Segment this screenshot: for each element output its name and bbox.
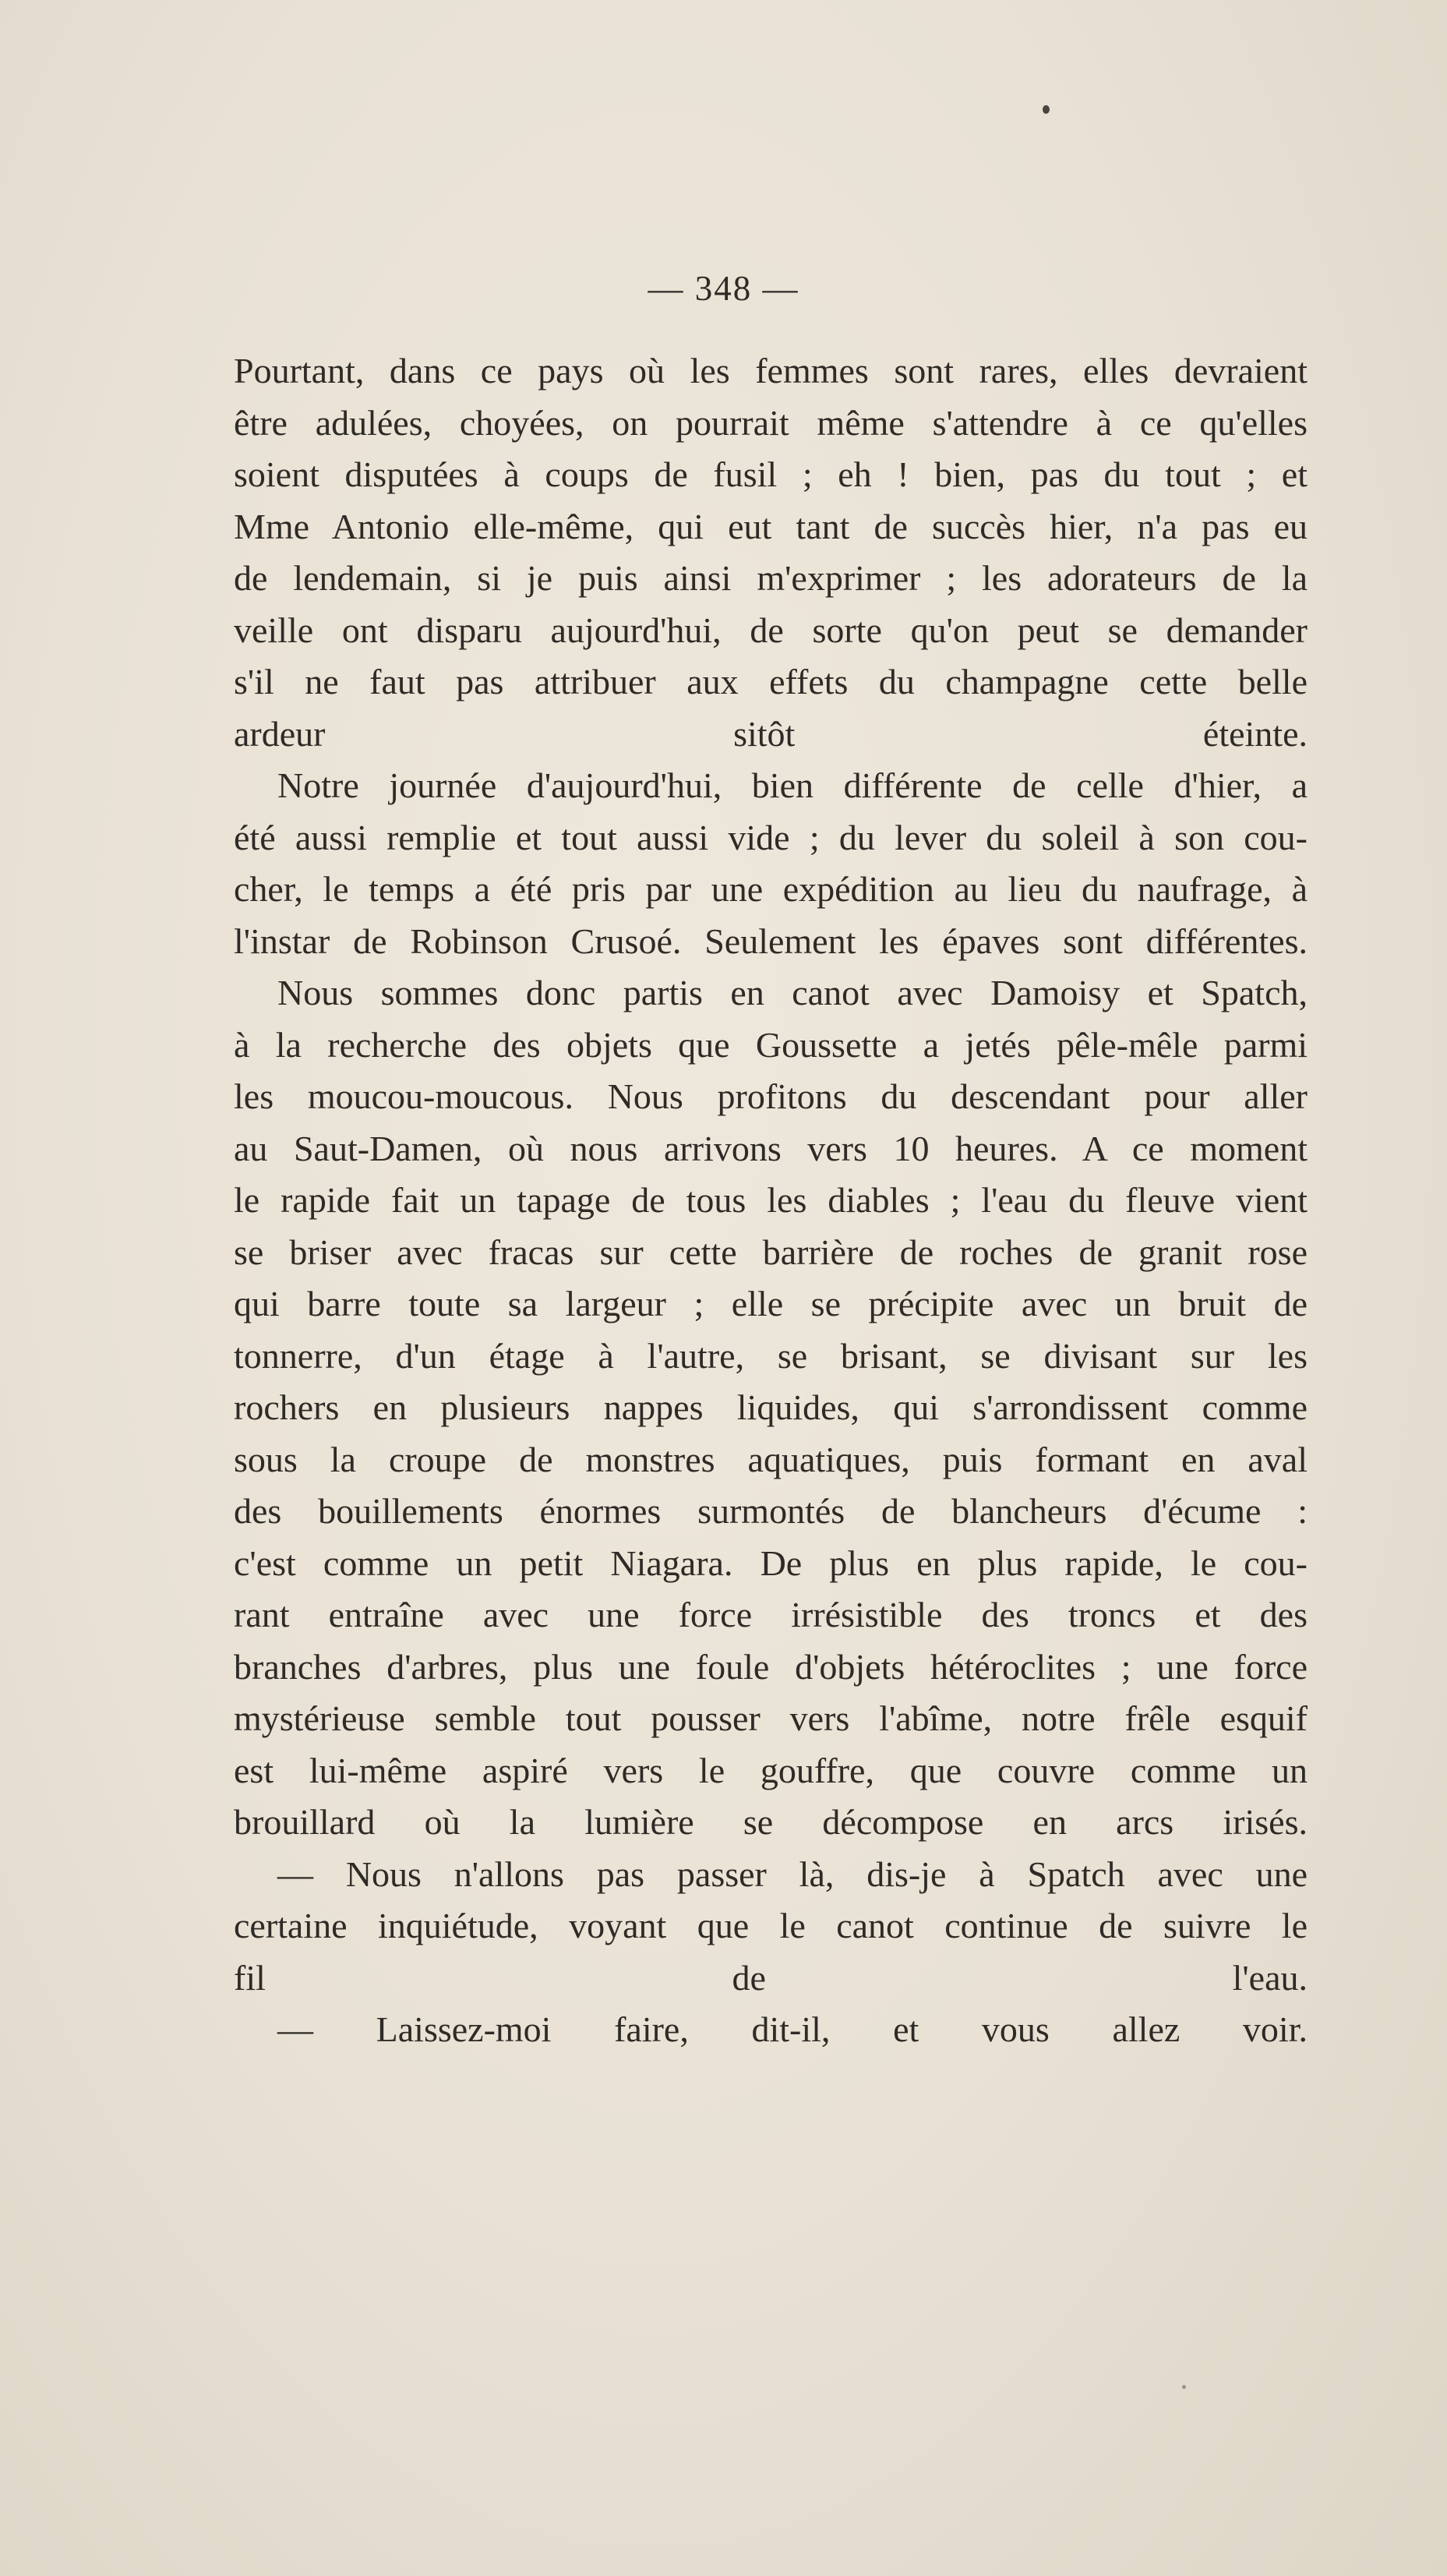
text-line: certaine inquiétude, voyant que le canot continue de suivre le <box>234 1906 1308 1945</box>
text-line: cher, le temps a été pris par une expédition au lieu du naufrage, à <box>234 869 1308 909</box>
text-line: soient disputées à coups de fusil ; eh ! bien, pas du tout ; et <box>234 454 1308 494</box>
text-line: au Saut-Damen, où nous arrivons vers 10 heures. A ce moment <box>234 1128 1308 1168</box>
text-line: fil de l'eau. <box>234 1957 1308 1998</box>
text-line: Mme Antonio elle-même, qui eut tant de succès hier, n'a pas eu <box>234 506 1308 546</box>
text-line: Nous sommes donc partis en canot avec Damoisy et Spatch, <box>277 973 1308 1012</box>
text-line: tonnerre, d'un étage à l'autre, se brisant, se divisant sur les <box>234 1335 1308 1376</box>
text-line: — Nous n'allons pas passer là, dis-je à Spatch avec une <box>277 1853 1308 1894</box>
paragraph <box>234 760 1308 967</box>
text-line: l'instar de Robinson Crusoé. Seulement les épaves sont différentes. <box>234 921 1308 961</box>
text-line: brouillard où la lumière se décompose en arcs irisés. <box>234 1802 1308 1842</box>
paragraph <box>234 1849 1308 2005</box>
ink-speck <box>1043 105 1050 114</box>
text-line: des bouillements énormes surmontés de blancheurs d'écume : <box>234 1491 1308 1531</box>
page-number: — 348 — <box>648 269 799 308</box>
text-line: de lendemain, si je puis ainsi m'exprimer ; les adorateurs de la <box>234 558 1308 598</box>
text-line: branches d'arbres, plus une foule d'objets hétéroclites ; une force <box>234 1646 1308 1687</box>
text-line: se briser avec fracas sur cette barrière de roches de granit rose <box>234 1231 1308 1272</box>
text-line: rochers en plusieurs nappes liquides, qui s'arrondissent comme <box>234 1387 1308 1427</box>
ink-speck <box>1182 2385 1186 2389</box>
text-line: — Laissez-moi faire, dit-il, et vous allez voir. <box>277 2009 1308 2049</box>
paragraph <box>234 345 1308 760</box>
paragraph <box>234 2004 1308 2056</box>
text-line: été aussi remplie et tout aussi vide ; du lever du soleil à son cou- <box>234 817 1308 857</box>
paragraph <box>234 967 1308 1849</box>
text-line: être adulées, choyées, on pourrait même s'attendre à ce qu'elles <box>234 402 1308 443</box>
text-line: qui barre toute sa largeur ; elle se précipite avec un bruit de <box>234 1284 1308 1323</box>
text-line: Pourtant, dans ce pays où les femmes sont rares, elles devraient <box>234 351 1308 390</box>
body-text <box>234 345 1308 2056</box>
text-line: ardeur sitôt éteinte. <box>234 713 1308 754</box>
text-line: c'est comme un petit Niagara. De plus en plus rapide, le cou- <box>234 1542 1308 1583</box>
text-line: rant entraîne avec une force irrésistible des troncs et des <box>234 1595 1308 1634</box>
text-line: le rapide fait un tapage de tous les diables ; l'eau du fleuve vient <box>234 1180 1308 1220</box>
text-line: sous la croupe de monstres aquatiques, puis formant en aval <box>234 1439 1308 1479</box>
text-line: mystérieuse semble tout pousser vers l'abîme, notre frêle esquif <box>234 1698 1308 1738</box>
text-line: à la recherche des objets que Goussette a jetés pêle-mêle parmi <box>234 1024 1308 1065</box>
text-line: veille ont disparu aujourd'hui, de sorte qu'on peut se demander <box>234 610 1308 650</box>
text-line: est lui-même aspiré vers le gouffre, que couvre comme un <box>234 1750 1308 1790</box>
text-line: Notre journée d'aujourd'hui, bien différente de celle d'hier, a <box>277 765 1308 805</box>
text-line: s'il ne faut pas attribuer aux effets du champagne cette belle <box>234 662 1308 701</box>
text-line: les moucou-moucous. Nous profitons du descendant pour aller <box>234 1076 1308 1116</box>
